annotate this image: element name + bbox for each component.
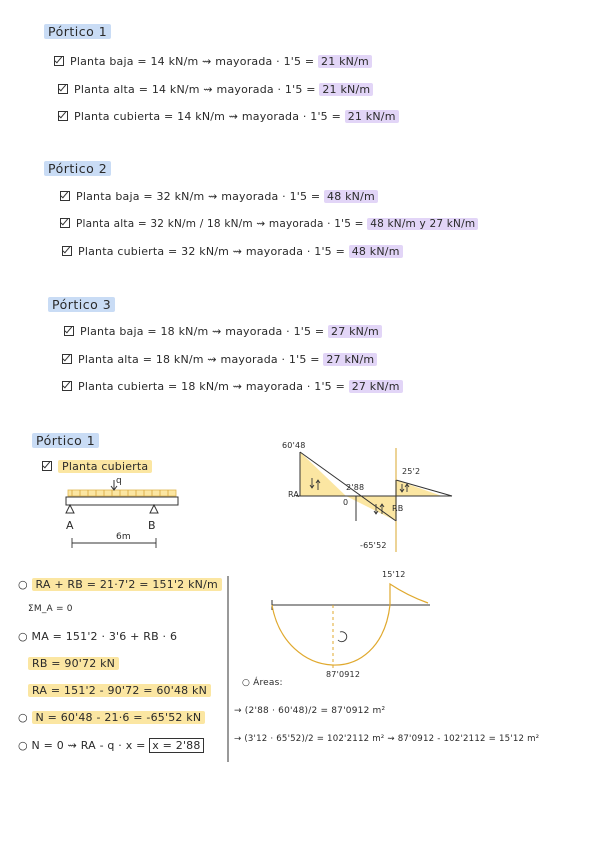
portico1-title: Pórtico 1 [44,24,111,39]
bullet-icon: ○ [18,711,32,724]
shear-right-top-value: 25'2 [402,467,421,476]
shear-diagram [296,448,452,552]
bullet-icon: ○ [18,630,32,643]
equation-1: ○ RA + RB = 21·7'2 = 151'2 kN/m [18,578,222,591]
equation-6: ○ N = 60'48 - 21·6 = -65'52 kN [18,711,205,724]
support-b-label: B [148,519,156,532]
shear-top-left-value: 60'48 [282,441,306,450]
analysis-title: Pórtico 1 [32,433,99,448]
equation-3: ○ MA = 151'2 · 3'6 + RB · 6 [18,630,178,643]
shear-mid-value: 2'88 [346,483,365,492]
shear-rb-label: RB [392,504,404,513]
portico1-line-2: Planta alta = 14 kN/m ⇝ mayorada · 1'5 = 21 kN/m [58,83,373,96]
moment-bottom-value: 87'0912 [326,670,361,679]
portico1-line-1: Planta baja = 14 kN/m ⇝ mayorada · 1'5 = 21 kN/m [54,55,372,68]
areas-label: ○ Áreas: [242,678,283,688]
load-label: q [116,476,122,486]
shear-bottom-value: -65'52 [360,541,387,550]
support-a-label: A [66,519,74,532]
portico2-line-2: Planta alta = 32 kN/m / 18 kN/m ⇝ mayorada · 1'5 = 48 kN/m y 27 kN/m [60,218,478,230]
portico3-line-2: Planta alta = 18 kN/m ⇝ mayorada · 1'5 = 27 kN/m [62,353,377,366]
bullet-icon: ○ [18,739,32,752]
portico2-title: Pórtico 2 [44,161,111,176]
n-zero-equation: ○ N = 0 ⇝ RA - q · x = x = 2'88 [18,739,204,752]
portico3-title: Pórtico 3 [48,297,115,312]
boxed-result: x = 2'88 [149,738,203,753]
equation-5: RA = 151'2 - 90'72 = 60'48 kN [28,684,211,697]
portico3-line-3: Planta cubierta = 18 kN/m ⇝ mayorada · 1'5 = 27 kN/m [62,380,403,393]
portico2-line-1: Planta baja = 32 kN/m ⇝ mayorada · 1'5 = 48 kN/m [60,190,378,203]
areas-line-1: → (2'88 · 60'48)/2 = 87'0912 m² [234,706,386,716]
areas-line-2: → (3'12 · 65'52)/2 = 102'2112 m² ⇝ 87'0912 - 102'2112 = 15'12 m² [234,734,540,744]
moment-max-value: 15'12 [382,570,406,579]
equation-4: RB = 90'72 kN [28,657,119,670]
moment-diagram [272,584,430,668]
portico3-line-1: Planta baja = 18 kN/m ⇝ mayorada · 1'5 = 27 kN/m [64,325,382,338]
portico1-line-3: Planta cubierta = 14 kN/m ⇝ mayorada · 1'5 = 21 kN/m [58,110,399,123]
portico2-line-3: Planta cubierta = 32 kN/m ⇝ mayorada · 1'5 = 48 kN/m [62,245,403,258]
bullet-icon: ○ [242,678,254,688]
bullet-icon: ○ [18,578,32,591]
shear-zero-value: 0 [343,498,349,507]
equation-2: ΣM_A = 0 [28,604,73,614]
analysis-subtitle: Planta cubierta [42,460,152,473]
shear-ra-label: RA [288,490,300,499]
span-label: 6m [116,532,131,542]
